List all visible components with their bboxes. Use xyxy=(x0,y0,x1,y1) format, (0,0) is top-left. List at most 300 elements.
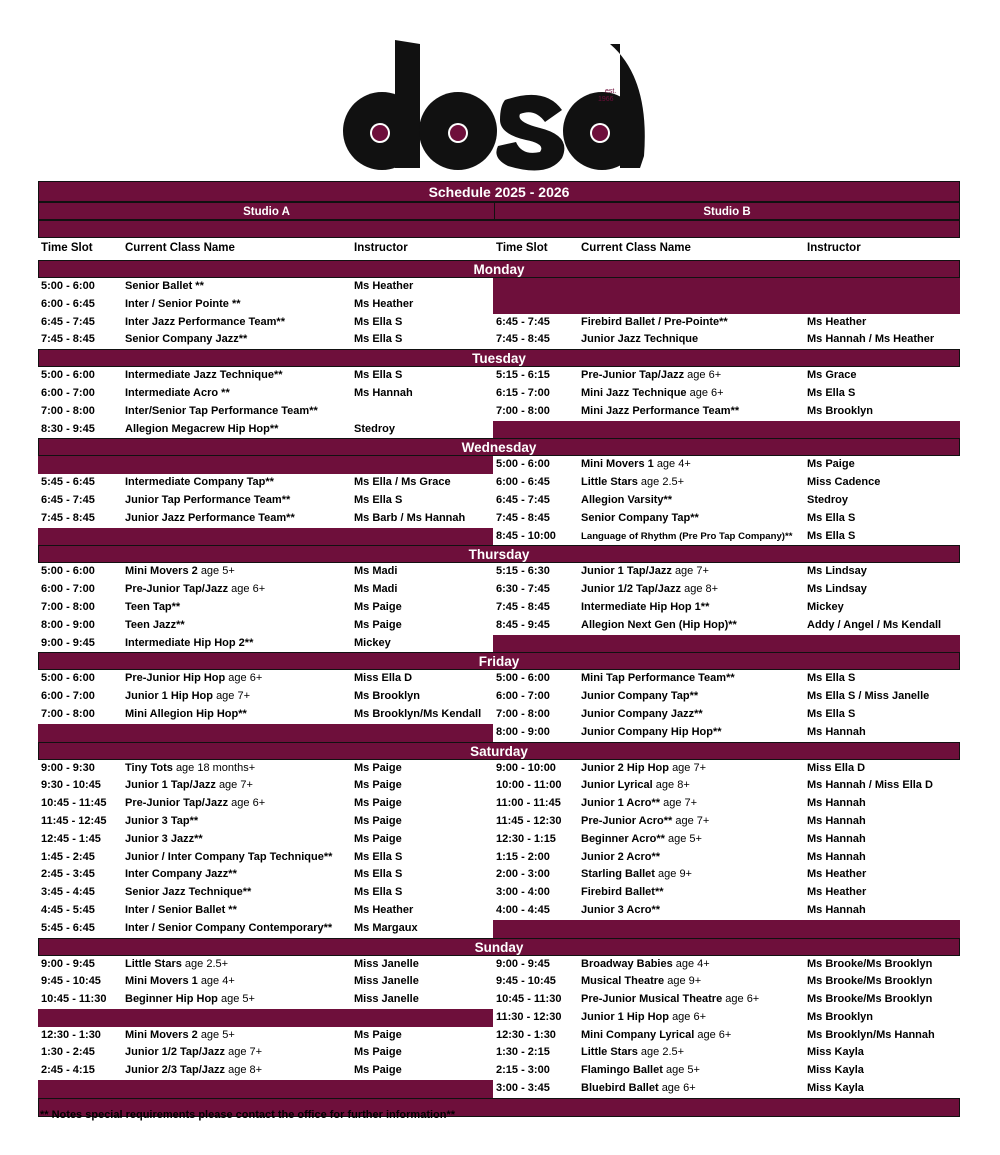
class-name xyxy=(578,581,804,599)
studio-a-slot xyxy=(38,563,493,581)
studio-b-slot xyxy=(493,581,960,599)
class-name xyxy=(122,403,351,421)
col-time-a: Time Slot xyxy=(41,242,93,255)
class-title: Beginner Acro** xyxy=(581,832,665,845)
studio-b-slot xyxy=(493,706,960,724)
studio-b-slot xyxy=(493,902,960,920)
studio-a-slot xyxy=(38,635,493,653)
age-note: age 2.5+ xyxy=(640,476,685,489)
time-slot: 6:45 - 7:45 xyxy=(41,315,95,328)
class-name xyxy=(122,813,351,831)
class-name xyxy=(578,991,804,1009)
instructor: Ms Ella S xyxy=(807,672,856,685)
time-slot: 9:00 - 9:30 xyxy=(41,761,95,774)
studio-b-slot xyxy=(493,991,960,1009)
studio-b-slot xyxy=(493,973,960,991)
studio-a-slot xyxy=(38,831,493,849)
class-name xyxy=(122,884,351,902)
class-name xyxy=(122,777,351,795)
age-note: age 8+ xyxy=(684,583,719,596)
studio-a-slot xyxy=(38,581,493,599)
time-slot: 8:45 - 9:45 xyxy=(496,618,550,631)
instructor: Ms Ella S / Miss Janelle xyxy=(807,690,930,703)
class-name xyxy=(578,795,804,813)
time-slot: 5:15 - 6:30 xyxy=(496,565,550,578)
table-row xyxy=(38,670,960,688)
instructor: Ms Lindsay xyxy=(807,583,867,596)
instructor: Ms Hannah xyxy=(807,850,866,863)
instructor: Ms Hannah xyxy=(354,386,413,399)
class-name xyxy=(578,724,804,742)
class-title: Intermediate Acro ** xyxy=(125,386,230,399)
table-row xyxy=(38,510,960,528)
age-note: age 9+ xyxy=(667,975,702,988)
schedule-table xyxy=(38,181,960,1117)
table-row xyxy=(38,902,960,920)
logo-year: 1966 xyxy=(598,96,614,103)
class-title: Junior 2 Hip Hop xyxy=(581,761,669,774)
time-slot: 9:00 - 9:45 xyxy=(496,957,550,970)
studio-a-slot xyxy=(38,617,493,635)
time-slot: 10:00 - 11:00 xyxy=(496,779,562,792)
class-name xyxy=(578,1080,804,1098)
instructor: Ms Brooklyn xyxy=(807,404,874,417)
time-slot: 8:30 - 9:45 xyxy=(41,422,95,435)
instructor: Ms Madi xyxy=(354,583,398,596)
class-name xyxy=(578,760,804,778)
class-title: Firebird Ballet** xyxy=(581,886,664,899)
class-title: Intermediate Jazz Technique** xyxy=(125,369,283,382)
class-name xyxy=(578,403,804,421)
studio-b-slot xyxy=(493,474,960,492)
age-note: age 4+ xyxy=(200,975,235,988)
table-row xyxy=(38,831,960,849)
class-title: Allegion Varsity** xyxy=(581,493,673,506)
studio-b-slot xyxy=(493,510,960,528)
table-row xyxy=(38,456,960,474)
instructor: Miss Ella D xyxy=(807,761,866,774)
instructor: Miss Janelle xyxy=(354,993,419,1006)
class-name xyxy=(578,777,804,795)
age-note: age 6+ xyxy=(689,386,724,399)
age-note: age 4+ xyxy=(675,957,710,970)
time-slot: 6:30 - 7:45 xyxy=(496,583,550,596)
class-title: Teen Tap** xyxy=(125,600,181,613)
studio-b-slot xyxy=(493,920,960,938)
table-row xyxy=(38,813,960,831)
studio-b-slot xyxy=(493,1044,960,1062)
class-title: Inter / Senior Ballet ** xyxy=(125,903,237,916)
instructor: Miss Kayla xyxy=(807,1082,864,1095)
time-slot: 9:00 - 9:45 xyxy=(41,957,95,970)
age-note: age 2.5+ xyxy=(184,957,229,970)
age-note: age 7+ xyxy=(675,814,710,827)
table-row xyxy=(38,296,960,314)
studio-b-slot xyxy=(493,795,960,813)
time-slot: 12:30 - 1:30 xyxy=(41,1028,101,1041)
instructor: Addy / Angel / Ms Kendall xyxy=(807,618,942,631)
table-row xyxy=(38,403,960,421)
instructor: Ms Ella S xyxy=(354,868,403,881)
studio-a-slot xyxy=(38,1044,493,1062)
class-name xyxy=(578,599,804,617)
studio-b-slot xyxy=(493,278,960,296)
studio-b-slot xyxy=(493,688,960,706)
studio-b-slot xyxy=(493,670,960,688)
instructor: Ms Paige xyxy=(354,1064,402,1077)
studio-b-slot xyxy=(493,367,960,385)
class-title: Senior Ballet ** xyxy=(125,280,204,292)
table-row xyxy=(38,956,960,974)
instructor: Ms Brooklyn/Ms Hannah xyxy=(807,1028,935,1041)
instructor: Ms Ella S xyxy=(354,886,403,899)
instructor: Miss Cadence xyxy=(807,476,881,489)
class-name xyxy=(578,670,804,688)
class-title: Junior 1/2 Tap/Jazz xyxy=(581,583,682,596)
time-slot: 5:00 - 6:00 xyxy=(496,458,550,471)
class-name xyxy=(578,1044,804,1062)
class-name xyxy=(578,956,804,974)
studio-a-slot xyxy=(38,314,493,332)
class-title: Inter/Senior Tap Performance Team** xyxy=(125,404,318,417)
studio-a-slot xyxy=(38,1009,493,1027)
class-name xyxy=(578,831,804,849)
studio-b-slot xyxy=(493,866,960,884)
studio-a-slot xyxy=(38,385,493,403)
instructor: Ms Hannah xyxy=(807,797,866,810)
class-name xyxy=(122,385,351,403)
class-title: Beginner Hip Hop xyxy=(125,993,218,1006)
time-slot: 11:00 - 11:45 xyxy=(496,797,561,810)
schedule-title: Schedule 2025 - 2026 xyxy=(38,181,960,202)
time-slot: 5:15 - 6:15 xyxy=(496,369,550,382)
age-note: age 6+ xyxy=(228,672,263,685)
studio-a-slot xyxy=(38,296,493,314)
time-slot: 11:30 - 12:30 xyxy=(496,1010,562,1023)
instructor: Ms Paige xyxy=(354,600,402,613)
class-name xyxy=(578,314,804,332)
class-title: Junior 1/2 Tap/Jazz xyxy=(125,1046,226,1059)
day-header-thursday: Thursday xyxy=(38,545,960,563)
time-slot: 6:00 - 7:00 xyxy=(496,690,550,703)
age-note: age 6+ xyxy=(697,1028,732,1041)
class-name xyxy=(578,884,804,902)
time-slot: 4:00 - 4:45 xyxy=(496,903,550,916)
studio-b-slot xyxy=(493,831,960,849)
class-name xyxy=(122,688,351,706)
class-title: Inter Company Jazz** xyxy=(125,868,237,881)
day-header-sunday: Sunday xyxy=(38,938,960,956)
class-title: Junior 3 Tap** xyxy=(125,814,199,827)
time-slot: 7:45 - 8:45 xyxy=(41,333,95,346)
class-name xyxy=(122,991,351,1009)
studio-a-slot xyxy=(38,599,493,617)
time-slot: 2:45 - 3:45 xyxy=(41,868,95,881)
time-slot: 1:45 - 2:45 xyxy=(41,850,95,863)
class-name xyxy=(122,1062,351,1080)
time-slot: 10:45 - 11:30 xyxy=(41,993,107,1006)
class-name xyxy=(122,510,351,528)
instructor: Ms Ella S xyxy=(354,315,403,328)
table-row xyxy=(38,688,960,706)
studio-a-slot xyxy=(38,1027,493,1045)
studio-b-slot xyxy=(493,296,960,314)
time-slot: 9:45 - 10:45 xyxy=(41,975,101,988)
instructor: Miss Janelle xyxy=(354,975,419,988)
class-title: Mini Company Lyrical xyxy=(581,1028,695,1041)
class-title: Little Stars xyxy=(581,1046,638,1059)
class-name xyxy=(122,902,351,920)
time-slot: 6:00 - 6:45 xyxy=(41,297,95,310)
class-name xyxy=(578,456,804,474)
time-slot: 9:45 - 10:45 xyxy=(496,975,556,988)
studio-b-slot xyxy=(493,492,960,510)
studio-b-slot xyxy=(493,456,960,474)
table-row xyxy=(38,563,960,581)
class-title: Mini Tap Performance Team** xyxy=(581,672,735,685)
class-name xyxy=(578,367,804,385)
instructor: Miss Kayla xyxy=(807,1046,864,1059)
studio-b-slot xyxy=(493,563,960,581)
class-name xyxy=(122,296,351,314)
instructor: Ms Paige xyxy=(354,797,402,810)
table-row xyxy=(38,724,960,742)
time-slot: 7:00 - 8:00 xyxy=(41,600,95,613)
col-class-b: Current Class Name xyxy=(581,242,691,255)
instructor: Stedroy xyxy=(354,422,395,435)
class-title: Inter Jazz Performance Team** xyxy=(125,315,285,328)
time-slot: 1:15 - 2:00 xyxy=(496,850,550,863)
age-note: age 7+ xyxy=(672,761,707,774)
time-slot: 6:45 - 7:45 xyxy=(496,493,550,506)
time-slot: 6:00 - 7:00 xyxy=(41,386,95,399)
table-row xyxy=(38,706,960,724)
class-title: Teen Jazz** xyxy=(125,618,185,631)
studio-a-slot xyxy=(38,492,493,510)
instructor: Ms Hannah xyxy=(807,832,866,845)
class-title: Junior 1 Tap/Jazz xyxy=(125,779,216,792)
instructor: Ms Ella S xyxy=(354,369,403,382)
time-slot: 7:45 - 8:45 xyxy=(41,511,95,524)
time-slot: 2:15 - 3:00 xyxy=(496,1064,550,1077)
instructor: Ms Paige xyxy=(354,832,402,845)
instructor: Ms Paige xyxy=(807,458,855,471)
table-row xyxy=(38,314,960,332)
studio-b-slot xyxy=(493,956,960,974)
class-name xyxy=(122,670,351,688)
class-name xyxy=(122,331,351,349)
class-name xyxy=(578,1062,804,1080)
class-title: Junior Lyrical xyxy=(581,779,653,792)
time-slot: 9:00 - 10:00 xyxy=(496,761,556,774)
studio-b-slot xyxy=(493,777,960,795)
table-row xyxy=(38,1027,960,1045)
class-name xyxy=(122,760,351,778)
class-title: Junior 1 Hip Hop xyxy=(581,1010,669,1023)
class-title: Intermediate Hip Hop 2** xyxy=(125,636,254,649)
age-note: age 6+ xyxy=(725,993,760,1006)
instructor: Ms Ella S xyxy=(807,511,856,524)
class-title: Flamingo Ballet xyxy=(581,1064,663,1077)
instructor xyxy=(351,403,493,421)
instructor: Ms Ella S xyxy=(354,493,403,506)
class-title: Starling Ballet xyxy=(581,868,655,881)
age-note: age 5+ xyxy=(220,993,255,1006)
studio-b-header: Studio B xyxy=(703,206,751,218)
instructor: Ms Ella S xyxy=(807,707,856,720)
table-row xyxy=(38,528,960,546)
age-note: age 5+ xyxy=(665,1064,700,1077)
class-title: Inter / Senior Company Contemporary** xyxy=(125,921,333,934)
instructor: Ms Ella S xyxy=(807,386,856,399)
studio-a-slot xyxy=(38,1080,493,1098)
time-slot: 12:45 - 1:45 xyxy=(41,832,101,845)
studio-a-slot xyxy=(38,688,493,706)
time-slot: 4:45 - 5:45 xyxy=(41,903,95,916)
table-row xyxy=(38,920,960,938)
age-note: age 2.5+ xyxy=(640,1046,685,1059)
class-name xyxy=(578,706,804,724)
class-title: Mini Movers 1 xyxy=(581,458,654,471)
table-row xyxy=(38,278,960,296)
class-title: Junior Jazz Performance Team** xyxy=(125,511,295,524)
col-time-b: Time Slot xyxy=(496,242,548,255)
col-class-a: Current Class Name xyxy=(125,242,235,255)
class-title: Broadway Babies xyxy=(581,957,673,970)
class-name xyxy=(122,492,351,510)
instructor: Miss Kayla xyxy=(807,1064,864,1077)
day-header-wednesday: Wednesday xyxy=(38,438,960,456)
age-note: age 7+ xyxy=(218,779,253,792)
class-title: Mini Allegion Hip Hop** xyxy=(125,707,247,720)
studio-b-slot xyxy=(493,1027,960,1045)
time-slot: 11:45 - 12:45 xyxy=(41,814,107,827)
instructor: Ms Paige xyxy=(354,779,402,792)
time-slot: 2:00 - 3:00 xyxy=(496,868,550,881)
studio-a-slot xyxy=(38,991,493,1009)
instructor: Ms Paige xyxy=(354,1046,402,1059)
time-slot: 8:00 - 9:00 xyxy=(496,725,550,738)
class-name xyxy=(578,385,804,403)
class-name xyxy=(122,849,351,867)
time-slot: 5:45 - 6:45 xyxy=(41,476,95,489)
time-slot: 6:00 - 7:00 xyxy=(41,583,95,596)
studio-a-slot xyxy=(38,866,493,884)
studio-a-slot xyxy=(38,956,493,974)
age-note: age 4+ xyxy=(656,458,691,471)
class-title: Junior 1 Tap/Jazz xyxy=(581,565,672,578)
table-row xyxy=(38,795,960,813)
age-note: age 7+ xyxy=(663,797,698,810)
table-row xyxy=(38,760,960,778)
studio-b-slot xyxy=(493,331,960,349)
instructor: Ms Ella / Ms Grace xyxy=(354,476,451,489)
class-title: Junior 1 Hip Hop xyxy=(125,690,213,703)
studio-b-slot xyxy=(493,385,960,403)
studio-a-slot xyxy=(38,724,493,742)
instructor: Ms Hannah xyxy=(807,814,866,827)
class-name xyxy=(578,866,804,884)
instructor: Ms Lindsay xyxy=(807,565,867,578)
studio-a-slot xyxy=(38,813,493,831)
logo-est: est. xyxy=(605,88,617,95)
time-slot: 9:30 - 10:45 xyxy=(41,779,101,792)
age-note: age 6+ xyxy=(672,1010,707,1023)
instructor: Ms Brooke/Ms Brooklyn xyxy=(807,957,933,970)
time-slot: 3:45 - 4:45 xyxy=(41,886,95,899)
instructor: Miss Ella D xyxy=(354,672,413,685)
class-name xyxy=(578,973,804,991)
class-title: Mini Movers 2 xyxy=(125,565,198,578)
class-title: Firebird Ballet / Pre-Pointe** xyxy=(581,315,728,328)
class-title: Junior / Inter Company Tap Technique** xyxy=(125,850,333,863)
time-slot: 6:45 - 7:45 xyxy=(41,493,95,506)
class-name xyxy=(578,688,804,706)
class-name xyxy=(122,706,351,724)
class-name xyxy=(578,1009,804,1027)
table-row xyxy=(38,492,960,510)
instructor: Ms Ella S xyxy=(807,529,856,542)
class-title: Little Stars xyxy=(125,957,182,970)
class-title: Senior Jazz Technique** xyxy=(125,886,252,899)
studio-a-slot xyxy=(38,474,493,492)
class-title: Pre-Junior Tap/Jazz xyxy=(125,583,229,596)
studio-b-slot xyxy=(493,813,960,831)
table-row xyxy=(38,367,960,385)
time-slot: 12:30 - 1:15 xyxy=(496,832,556,845)
time-slot: 5:00 - 6:00 xyxy=(496,672,550,685)
time-slot: 6:00 - 6:45 xyxy=(496,476,550,489)
age-note: age 18 months+ xyxy=(175,761,256,774)
studio-b-slot xyxy=(493,599,960,617)
day-header-saturday: Saturday xyxy=(38,742,960,760)
class-title: Junior 2 Acro** xyxy=(581,850,661,863)
instructor: Ms Paige xyxy=(354,618,402,631)
studio-b-slot xyxy=(493,1009,960,1027)
class-title: Junior Company Jazz** xyxy=(581,707,703,720)
class-title: Pre-Junior Acro** xyxy=(581,814,673,827)
instructor: Ms Hannah / Miss Ella D xyxy=(807,779,933,792)
class-name xyxy=(578,813,804,831)
class-name xyxy=(122,314,351,332)
studio-a-slot xyxy=(38,777,493,795)
table-row xyxy=(38,385,960,403)
instructor: Ms Heather xyxy=(807,886,867,899)
studio-b-slot xyxy=(493,724,960,742)
studio-b-slot xyxy=(493,403,960,421)
instructor: Stedroy xyxy=(807,493,848,506)
studio-a-slot xyxy=(38,528,493,546)
instructor: Ms Heather xyxy=(354,903,414,916)
studio-a-slot xyxy=(38,849,493,867)
time-slot: 11:45 - 12:30 xyxy=(496,814,562,827)
class-title: Pre-Junior Musical Theatre xyxy=(581,993,723,1006)
days-container xyxy=(38,260,960,1098)
time-slot: 6:15 - 7:00 xyxy=(496,386,550,399)
instructor: Ms Heather xyxy=(807,868,867,881)
class-title: Pre-Junior Tap/Jazz xyxy=(581,369,685,382)
time-slot: 5:45 - 6:45 xyxy=(41,921,95,934)
table-row xyxy=(38,884,960,902)
class-title: Pre-Junior Hip Hop xyxy=(125,672,226,685)
time-slot: 10:45 - 11:30 xyxy=(496,993,562,1006)
studio-b-slot xyxy=(493,884,960,902)
studio-a-slot xyxy=(38,760,493,778)
time-slot: 8:45 - 10:00 xyxy=(496,529,556,542)
table-row xyxy=(38,991,960,1009)
studio-a-slot xyxy=(38,403,493,421)
table-row xyxy=(38,1062,960,1080)
